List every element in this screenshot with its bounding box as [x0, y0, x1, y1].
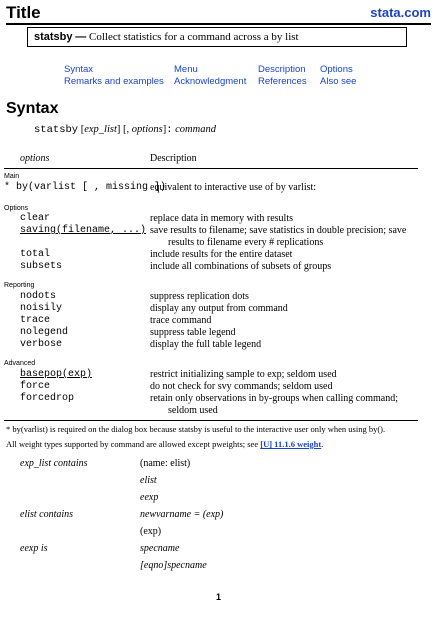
nav-references[interactable]: References — [258, 76, 307, 87]
option-trace-desc: trace command — [150, 315, 212, 326]
option-by: * by(varlist [ , missing ]) — [4, 182, 167, 193]
option-forcedrop-desc: retain only observations in by-groups when calling command; — [150, 393, 399, 404]
option-verbose: verbose — [20, 339, 63, 350]
option-trace: trace — [20, 315, 51, 326]
section-reporting: Reporting — [4, 282, 35, 289]
nav-acknowledgment[interactable]: Acknowledgment — [174, 76, 247, 87]
table-bottom-rule — [4, 420, 418, 421]
option-subsets-desc: include all combinations of subsets of groups — [150, 261, 332, 272]
syntax-options: options — [131, 124, 163, 135]
section-advanced: Advanced — [4, 360, 36, 367]
command-name: statsby — [34, 31, 73, 43]
option-saving: saving(filename, ...) — [20, 225, 147, 236]
option-nodots: nodots — [20, 291, 57, 302]
option-clear: clear — [20, 213, 51, 224]
syntax-comma: , — [126, 124, 132, 135]
option-subsets: subsets — [20, 261, 63, 272]
nav-remarks[interactable]: Remarks and examples — [64, 76, 164, 87]
section-options: Options — [4, 205, 29, 212]
option-force-desc: do not check for svy commands; seldom used — [150, 381, 333, 392]
option-forcedrop-desc-cont: seldom used — [168, 405, 218, 416]
footnote-by: * by(varlist) is required on the dialog box because statsby is useful to the interactive user only when using by(). — [6, 424, 386, 434]
bracket-close: ] [ — [116, 124, 127, 135]
option-forcedrop: forcedrop — [20, 393, 75, 404]
def-val-eexp: eexp — [140, 492, 159, 503]
page-title: Title — [6, 3, 41, 22]
option-verbose-desc: display the full table legend — [150, 339, 262, 350]
option-noisily: noisily — [20, 303, 63, 314]
col-options-header: options — [20, 153, 50, 164]
option-by-desc: equivalent to interactive use of by varlist: — [150, 182, 317, 193]
option-nolegend-desc: suppress table legend — [150, 327, 236, 338]
command-description: Collect statistics for a command across a by list — [89, 31, 299, 43]
weight-link[interactable]: [U] 11.1.6 weight — [260, 439, 322, 449]
def-val-exp: (exp) — [140, 526, 162, 537]
def-val-eqno-specname: [eqno]specname — [140, 560, 207, 571]
footnote-period: . — [321, 439, 324, 449]
option-basepop: basepop(exp) — [20, 369, 93, 380]
def-val-name-elist: (name: elist) — [140, 458, 191, 469]
table-rule — [4, 168, 418, 169]
syntax-line — [34, 124, 216, 136]
footnote-weights — [6, 438, 431, 451]
section-main: Main — [4, 173, 20, 180]
option-total-desc: include results for the entire dataset — [150, 249, 293, 260]
site-link[interactable]: stata.com — [370, 5, 431, 20]
title-dash: — — [75, 31, 87, 43]
syntax-colon: : — [166, 124, 173, 136]
title-box — [27, 27, 407, 47]
option-basepop-desc: restrict initializing sample to exp; seldom used — [150, 369, 337, 380]
title-rule — [6, 23, 431, 25]
def-term-eexp: eexp is — [20, 543, 48, 554]
bracket-open: [ — [80, 124, 85, 135]
option-saving-desc: save results to filename; save statistics in double precision; save — [150, 225, 407, 236]
syntax-heading: Syntax — [6, 100, 59, 117]
def-term-explist: exp_list contains — [20, 458, 88, 469]
option-total: total — [20, 249, 51, 260]
footnote-weights-text: All weight types supported by command are allowed except pweights; see — [6, 439, 261, 449]
option-nodots-desc: suppress replication dots — [150, 291, 249, 302]
nav-also-see[interactable]: Also see — [320, 76, 357, 87]
page-number: 1 — [215, 592, 221, 602]
def-val-newvarname: newvarname = (exp) — [140, 509, 224, 520]
option-nolegend: nolegend — [20, 327, 69, 338]
nav-syntax[interactable]: Syntax — [64, 64, 94, 75]
option-noisily-desc: display any output from command — [150, 303, 288, 314]
def-val-elist: elist — [140, 475, 157, 486]
col-description-header: Description — [150, 153, 197, 164]
def-term-elist: elist contains — [20, 509, 74, 520]
def-val-specname: specname — [140, 543, 180, 554]
nav-menu[interactable]: Menu — [174, 64, 198, 75]
option-saving-desc-cont: results to filename every # replications — [168, 237, 324, 248]
nav-options[interactable]: Options — [320, 64, 353, 75]
bracket-close-2: ] — [162, 124, 167, 135]
option-force: force — [20, 381, 51, 392]
syntax-explist: exp_list — [84, 124, 117, 135]
option-clear-desc: replace data in memory with results — [150, 213, 294, 224]
syntax-cmdarg: command — [175, 124, 216, 135]
nav-description[interactable]: Description — [258, 64, 306, 75]
syntax-command: statsby — [34, 124, 79, 136]
